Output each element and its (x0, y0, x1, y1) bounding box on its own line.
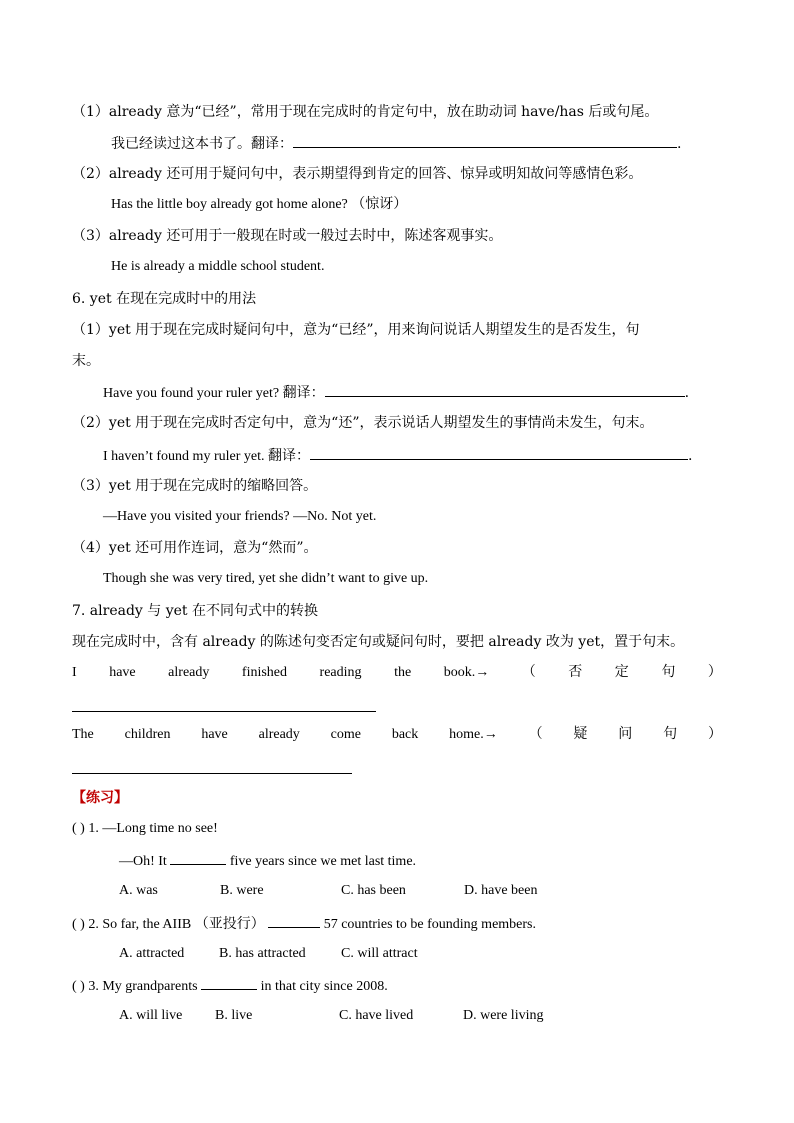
already-usage-3: （3）already 还可用于一般现在时或一般过去时中，陈述客观事实。 (72, 228, 503, 244)
word: finished (241, 665, 288, 680)
word: home.→ (449, 727, 498, 742)
translation-blank-3[interactable] (310, 445, 688, 460)
yet-usage-2-exercise-text: I haven’t found my ruler yet. 翻译： (103, 449, 310, 464)
answer-line-negative[interactable] (72, 711, 376, 712)
option-d[interactable]: D. have been (464, 883, 538, 898)
already-usage-1-exercise: 我已经读过这本书了。翻译： . (111, 133, 722, 154)
translation-blank-2[interactable] (325, 382, 685, 397)
word: （ (528, 727, 543, 742)
question-1-text-post: five years since we met last time. (229, 854, 417, 869)
answer-line-question[interactable] (72, 773, 352, 774)
word: 句 (661, 665, 676, 680)
word: ） (707, 727, 722, 742)
yet-usage-1: （1）yet 用于现在完成时疑问句中，意为“已经”，用来询问说话人期望发生的是否发生，句 (72, 322, 640, 338)
answer-blank-3[interactable] (201, 975, 257, 990)
word: come (330, 727, 361, 742)
word: 定 (614, 665, 629, 680)
word: have (109, 665, 136, 680)
option-b[interactable]: B. were (220, 883, 264, 898)
section-7-heading: 7. already 与 yet 在不同句式中的转换 (72, 603, 318, 619)
practice-title: 【练习】 (72, 790, 128, 806)
option-c[interactable]: C. have lived (339, 1008, 414, 1023)
question-1-text-pre: —Oh! It (119, 854, 167, 869)
question-1-line-2 (119, 850, 722, 872)
transform-sentence-2 (72, 725, 722, 745)
yet-usage-4: （4）yet 还可用作连词，意为“然而”。 (72, 540, 318, 556)
option-a[interactable]: A. attracted (119, 946, 185, 961)
already-usage-3-example: He is already a middle school student. (111, 259, 325, 274)
option-b[interactable]: B. live (215, 1008, 253, 1023)
yet-usage-4-example: Though she was very tired, yet she didn’t want to give up. (103, 571, 429, 586)
question-2-text-post: 57 countries to be founding members. (323, 917, 536, 932)
already-usage-2-example: Has the little boy already got home alone? （惊讶） (111, 197, 408, 212)
option-d[interactable]: D. were living (463, 1008, 544, 1023)
already-usage-1-exercise-text: 我已经读过这本书了。翻译： (111, 136, 293, 152)
option-a[interactable]: A. will live (119, 1008, 183, 1023)
word: I (72, 665, 77, 680)
word: 问 (618, 727, 633, 742)
word: 句 (663, 727, 678, 742)
word: back (391, 727, 419, 742)
word: book.→ (443, 665, 490, 680)
yet-usage-2-exercise: I haven’t found my ruler yet. 翻译： . (103, 445, 722, 467)
word: reading (319, 665, 362, 680)
word: already (168, 665, 210, 680)
word: The (72, 727, 94, 742)
yet-usage-3: （3）yet 用于现在完成时的缩略回答。 (72, 478, 318, 494)
yet-usage-1-exercise: Have you found your ruler yet? 翻译： . (103, 382, 722, 404)
section-6-heading: 6. yet 在现在完成时中的用法 (72, 291, 257, 307)
transform-sentence-1 (72, 663, 722, 683)
translation-blank-1[interactable] (293, 133, 677, 148)
section-7-description: 现在完成时中，含有 already 的陈述句变否定句或疑问句时，要把 already 改为 yet，置于句末。 (72, 634, 685, 650)
question-3-text-pre: ( ) 3. My grandparents (72, 979, 198, 994)
already-usage-1: （1）already 意为“已经”，常用于现在完成时的肯定句中，放在助动词 have/has 后或句尾。 (72, 104, 659, 120)
option-a[interactable]: A. was (119, 883, 158, 898)
answer-blank-2[interactable] (268, 913, 320, 928)
yet-usage-2: （2）yet 用于现在完成时否定句中，意为“还”，表示说话人期望发生的事情尚未发生，句末。 (72, 415, 654, 431)
word: the (394, 665, 412, 680)
question-3-text-post: in that city since 2008. (260, 979, 388, 994)
yet-usage-1-continued: 末。 (72, 353, 100, 369)
already-usage-2: （2）already 还可用于疑问句中，表示期望得到肯定的回答、惊异或明知故问等感情色彩。 (72, 166, 643, 182)
question-1: ( ) 1. —Long time no see! (72, 821, 218, 836)
yet-usage-1-exercise-text: Have you found your ruler yet? 翻译： (103, 386, 325, 401)
question-2-text-pre: ( ) 2. So far, the AIIB （亚投行） (72, 917, 265, 932)
question-3 (72, 975, 722, 997)
word: ） (707, 665, 722, 680)
word: have (201, 727, 228, 742)
word: already (258, 727, 300, 742)
word: （ (521, 665, 536, 680)
word: 否 (568, 665, 583, 680)
answer-blank-1[interactable] (170, 850, 226, 865)
option-b[interactable]: B. has attracted (219, 946, 306, 961)
option-c[interactable]: C. has been (341, 883, 406, 898)
option-c[interactable]: C. will attract (341, 946, 418, 961)
word: 疑 (573, 727, 588, 742)
word: children (124, 727, 171, 742)
question-2 (72, 913, 722, 935)
yet-usage-3-example: —Have you visited your friends? —No. Not yet. (103, 509, 377, 524)
